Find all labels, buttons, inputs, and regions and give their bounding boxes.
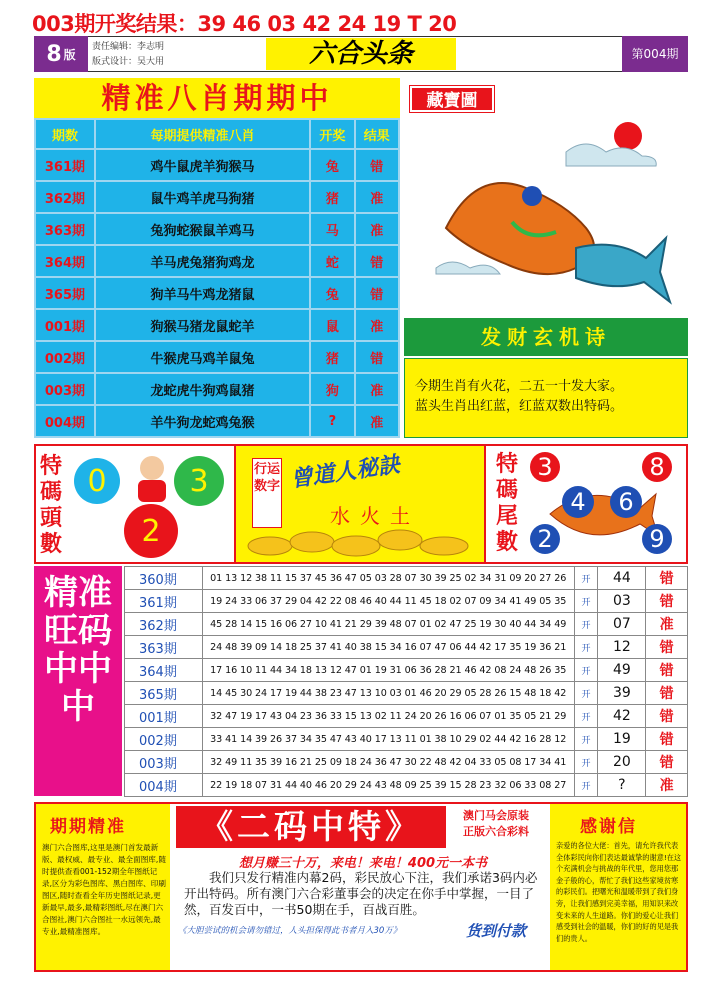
eight-zodiac-title: 精准八肖期期中 (34, 78, 400, 118)
open-label: 开 (574, 682, 598, 705)
zodiac-cell: 狗猴马猪龙鼠蛇羊 (95, 309, 310, 341)
drawn-cell: 49 (598, 659, 646, 682)
zodiac-cell: 鸡牛鼠虎羊狗猴马 (95, 149, 310, 181)
drawn-cell: 42 (598, 705, 646, 728)
period-cell: 002期 (125, 728, 203, 751)
open-label: 开 (574, 613, 598, 636)
result-banner: 003期开奖结果：39 46 03 42 24 19 T 20 (32, 12, 457, 36)
period-cell: 363期 (125, 636, 203, 659)
numbers-cell: 14 45 30 24 17 19 44 38 23 47 13 10 03 01 46 20 29 05 28 26 15 48 18 42 (202, 682, 574, 705)
numbers-cell: 24 48 39 09 14 18 25 37 41 40 38 15 34 16 07 47 06 44 42 17 35 19 36 21 (202, 636, 574, 659)
ad-footnote: 《大胆尝试的机会请勿错过，人头担保得此书者月入30万》 (178, 926, 402, 936)
result-cell: 错 (646, 590, 688, 613)
designer-line: 版式设计：吴大用 (92, 57, 165, 67)
period-cell: 004期 (125, 774, 203, 797)
cloud-icon (566, 144, 656, 166)
drawn-cell: 39 (598, 682, 646, 705)
drawn-cell: 44 (598, 567, 646, 590)
period-cell: 003期 (35, 373, 95, 405)
result-cell: 错 (646, 751, 688, 774)
open-label: 开 (574, 774, 598, 797)
table-row (125, 774, 688, 797)
zodiac-cell: 羊牛狗龙蛇鸡兔猴 (95, 405, 310, 437)
ad-paragraph: 我们只发行精准内幕2码，彩民放心下注，我们承诺3码内必开出特码。所有澳门六合彩董事会的决定在你手中掌握，一目了然，百发百中，一书50期在手，百战百胜。 (184, 870, 538, 917)
credits (92, 40, 164, 70)
source-line: 澳门马会原装 (463, 809, 529, 822)
zodiac-cell: 龙蛇虎牛狗鸡鼠猪 (95, 373, 310, 405)
poem-box (404, 358, 688, 438)
period-cell: 004期 (35, 405, 95, 437)
zodiac-cell: 羊马虎兔猪狗鸡龙 (95, 245, 310, 277)
tail-ball: 3 (530, 452, 560, 482)
period-cell: 363期 (35, 213, 95, 245)
result-cell: 准 (646, 613, 688, 636)
result-cell: 准 (355, 373, 399, 405)
rider-icon (522, 186, 542, 206)
drawn-cell: 马 (310, 213, 354, 245)
result-cell: 准 (646, 774, 688, 797)
table-row (125, 682, 688, 705)
drawn-cell: 猪 (310, 341, 354, 373)
head-ball: 3 (174, 456, 224, 506)
table-row (125, 567, 688, 590)
result-cell: 错 (355, 341, 399, 373)
tail-ball: 2 (530, 524, 560, 554)
source-label (448, 808, 544, 840)
poem-line: 今期生肖有火花，二五一十发大家。 (415, 379, 624, 394)
drawn-cell: 12 (598, 636, 646, 659)
result-cell: 错 (646, 728, 688, 751)
result-cell: 错 (355, 245, 399, 277)
open-label: 开 (574, 636, 598, 659)
open-label: 开 (574, 728, 598, 751)
special-head-label: 特碼頭數 (40, 454, 63, 557)
tail-ball: 9 (642, 524, 672, 554)
result-cell: 错 (355, 149, 399, 181)
secret-title: 曾道人秘訣 (288, 451, 402, 493)
source-line: 正版六合彩料 (463, 825, 529, 838)
period-cell: 001期 (125, 705, 203, 728)
table-row (35, 309, 399, 341)
poem-title: 发财玄机诗 (404, 318, 688, 356)
table-row (125, 659, 688, 682)
table-row (125, 751, 688, 774)
open-label: 开 (574, 590, 598, 613)
table-row (125, 705, 688, 728)
elements-text: 水火土 (330, 504, 420, 528)
column-header: 期数 (35, 119, 95, 149)
period-cell: 362期 (125, 613, 203, 636)
numbers-cell: 32 47 19 17 43 04 23 36 33 15 13 02 11 24 20 26 16 06 07 01 35 05 21 29 (202, 705, 574, 728)
tail-ball: 6 (610, 486, 642, 518)
table-row (35, 213, 399, 245)
table-row (125, 613, 688, 636)
zodiac-cell: 鼠牛鸡羊虎马狗猪 (95, 181, 310, 213)
page-number-badge (34, 36, 88, 72)
fish-tail-icon (576, 238, 670, 302)
drawn-cell: 蛇 (310, 245, 354, 277)
result-cell: 错 (646, 705, 688, 728)
head-ball: 0 (74, 458, 120, 504)
period-cell: 362期 (35, 181, 95, 213)
numbers-cell: 17 16 10 11 44 34 18 13 12 47 01 19 31 06 36 28 21 46 42 08 24 48 26 35 (202, 659, 574, 682)
ad-slogan: 想月赚三十万，来电！来电！400元一本书 (238, 856, 488, 871)
drawn-cell: 兔 (310, 277, 354, 309)
table-row (35, 245, 399, 277)
eight-zodiac-table (34, 118, 400, 438)
brand-title: 六合头条 (266, 38, 456, 70)
drawn-cell: 07 (598, 613, 646, 636)
sun-icon (614, 122, 642, 150)
cash-on-delivery-label: 货到付款 (466, 922, 527, 940)
numbers-cell: 22 19 18 07 31 44 40 46 20 29 24 43 48 09 25 39 15 28 23 32 06 33 08 27 (202, 774, 574, 797)
head-ball: 2 (124, 504, 178, 558)
drawn-cell: 20 (598, 751, 646, 774)
left-notice-title: 期期精准 (50, 817, 126, 837)
table-row (35, 181, 399, 213)
result-cell: 错 (646, 567, 688, 590)
table-row (125, 728, 688, 751)
result-cell: 错 (646, 682, 688, 705)
page-number: 8 (46, 41, 62, 67)
period-cell: 364期 (35, 245, 95, 277)
special-tail-label: 特碼尾數 (496, 452, 519, 555)
open-label: 开 (574, 567, 598, 590)
result-cell: 准 (355, 181, 399, 213)
period-cell: 002期 (35, 341, 95, 373)
tail-ball: 4 (562, 486, 594, 518)
period-cell: 361期 (125, 590, 203, 613)
open-label: 开 (574, 705, 598, 728)
period-cell: 365期 (35, 277, 95, 309)
period-cell: 364期 (125, 659, 203, 682)
period-cell: 360期 (125, 567, 203, 590)
drawn-cell: 狗 (310, 373, 354, 405)
period-cell: 003期 (125, 751, 203, 774)
period-cell: 361期 (35, 149, 95, 181)
drawn-cell: ? (310, 405, 354, 437)
dragon-illustration (416, 118, 688, 306)
column-header: 开奖 (310, 119, 354, 149)
treasure-map-label: 藏寶圖 (410, 86, 494, 112)
zodiac-cell: 牛猴虎马鸡羊鼠兔 (95, 341, 310, 373)
numbers-cell: 32 49 11 35 39 16 21 25 09 18 24 36 47 30 22 48 42 04 33 05 08 17 34 41 (202, 751, 574, 774)
thanks-letter-body: 亲爱的各位大佬：首先，请允许我代表全体彩民向你们表达最诚挚的谢意!在这个充满机会与挑战的年代里，您用您那金子般的心，帮忙了我们这些家境贫寒的彩民们。把曙光和温暖带到了我们身旁，让我们感到完美幸福，用知识来改变未来的人生道路。你们的爱心让我们感受到社会的温暖，你们的好的见是我们的贵人。 (556, 841, 682, 943)
table-row (125, 636, 688, 659)
left-notice-body: 澳门六合图库,这里是澳门首发最新版、最权威、最专业、最全面图库,随时提供查看001-152期全年图纸记录,区分为彩色图库、黑白图库、印刷图区,随时查看全年历史图纸记录,更新最早,最多,最精彩图纸,尽在澳门六合图社,澳门六合图社一水远领先,最专业,最精准图库。 (42, 843, 166, 936)
numbers-cell: 19 24 33 06 37 29 04 42 22 08 46 40 44 11 45 18 02 07 09 34 41 49 05 35 (202, 590, 574, 613)
page-suffix: 版 (63, 47, 76, 62)
drawn-cell: 19 (598, 728, 646, 751)
result-cell: 错 (355, 277, 399, 309)
zodiac-cell: 兔狗蛇猴鼠羊鸡马 (95, 213, 310, 245)
drawn-cell: 03 (598, 590, 646, 613)
editor-line: 责任编辑：李志明 (92, 42, 165, 52)
table-row (35, 373, 399, 405)
numbers-cell: 01 13 12 38 11 15 37 45 36 47 05 03 28 07 30 39 25 02 34 31 09 20 27 26 (202, 567, 574, 590)
numbers-cell: 45 28 14 15 16 06 27 10 41 21 29 39 48 07 01 02 47 25 19 30 40 44 34 49 (202, 613, 574, 636)
table-row (35, 341, 399, 373)
open-label: 开 (574, 659, 598, 682)
result-cell: 准 (355, 213, 399, 245)
result-cell: 准 (355, 405, 399, 437)
table-row (35, 277, 399, 309)
open-label: 开 (574, 751, 598, 774)
table-header (35, 119, 399, 149)
column-header: 每期提供精准八肖 (95, 119, 310, 149)
two-code-title: 《二码中特》 (176, 806, 446, 848)
table-row (125, 590, 688, 613)
poem-line: 蓝头生肖出红蓝，红蓝双数出特码。 (415, 399, 624, 414)
cloud-icon (436, 262, 500, 274)
issue-number: 第004期 (622, 36, 688, 72)
result-cell: 错 (646, 659, 688, 682)
numbers-cell: 33 41 14 39 26 37 34 35 47 43 40 17 13 11 01 38 10 29 02 44 42 16 28 12 (202, 728, 574, 751)
result-cell: 错 (646, 636, 688, 659)
drawn-cell: ? (598, 774, 646, 797)
table-row (35, 149, 399, 181)
wangma-table (124, 566, 688, 797)
drawn-cell: 猪 (310, 181, 354, 213)
wangma-label: 精准旺码中中中 (34, 566, 122, 796)
thanks-letter-title: 感谢信 (580, 817, 637, 837)
tail-ball: 8 (642, 452, 672, 482)
table-row (35, 405, 399, 437)
column-header: 结果 (355, 119, 399, 149)
gold-ingots-icon (240, 524, 480, 558)
period-cell: 001期 (35, 309, 95, 341)
zodiac-cell: 狗羊马牛鸡龙猪鼠 (95, 277, 310, 309)
drawn-cell: 鼠 (310, 309, 354, 341)
drawn-cell: 兔 (310, 149, 354, 181)
result-cell: 准 (355, 309, 399, 341)
lucky-number-badge: 行运数字 (252, 458, 282, 528)
period-cell: 365期 (125, 682, 203, 705)
